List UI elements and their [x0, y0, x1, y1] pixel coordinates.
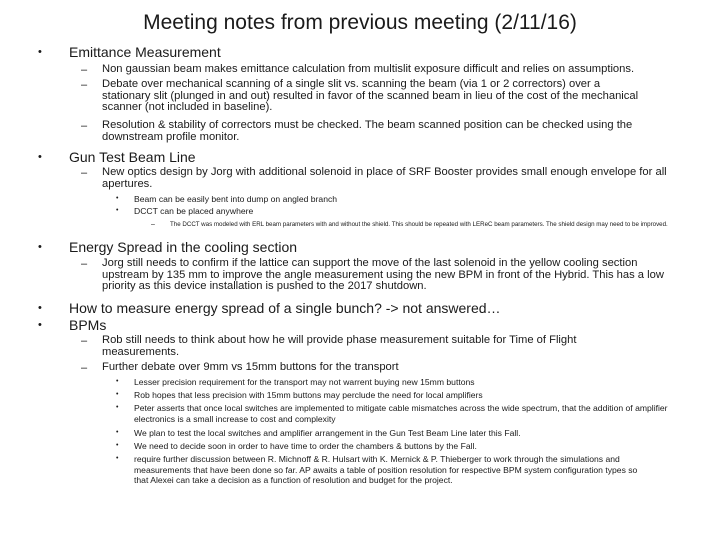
bpms-subitem-5: We need to decide soon in order to have time to order the chambers & buttons by the Fall.: [134, 441, 477, 451]
bpms-item-1: Rob still needs to think about how he will provide phase measurement suitable for Time of Flight measurements.: [102, 334, 577, 358]
heading-emittance: Emittance Measurement: [69, 44, 221, 60]
heading-gun-test: Gun Test Beam Line: [69, 149, 196, 165]
gun-item-1: New optics design by Jorg with additional solenoid in place of SRF Booster provides small enough envelope for all apertures.: [102, 166, 667, 190]
bullet-icon: •: [38, 46, 42, 58]
bullet-icon: •: [116, 455, 119, 462]
heading-bpms: BPMs: [69, 317, 107, 333]
dash-icon: –: [81, 120, 88, 132]
bullet-icon: •: [38, 302, 42, 314]
bullet-icon: •: [116, 378, 119, 385]
dash-icon: –: [151, 221, 155, 228]
emittance-item-3: Resolution & stability of correctors must be checked. The beam scanned position can be checked using the downstream profile monitor.: [102, 119, 633, 143]
bpms-subitem-2: Rob hopes that less precision with 15mm buttons may perclude the need for local amplifiers: [134, 390, 483, 400]
gun-note: The DCCT was modeled with ERL beam parameters with and without the shield. This should be repeated with LEReC beam parameters. The shield design may need to be improved.: [170, 221, 668, 228]
slide-title: Meeting notes from previous meeting (2/11/16): [143, 11, 577, 34]
dash-icon: –: [81, 79, 88, 91]
bullet-icon: •: [38, 151, 42, 163]
bullet-icon: •: [116, 429, 119, 436]
bullet-icon: •: [116, 391, 119, 398]
bpms-subitem-3: Peter asserts that once local switches are implemented to mitigate cable mismatches across the wide spectrum, that the addition of amplifier electronics is a small increase to cost and complexity: [134, 403, 668, 424]
dash-icon: –: [81, 335, 88, 347]
dash-icon: –: [81, 258, 88, 270]
heading-single-bunch: How to measure energy spread of a single bunch? -> not answered…: [69, 300, 501, 316]
emittance-item-1: Non gaussian beam makes emittance calculation from multislit exposure difficult and relies on assumptions.: [102, 63, 635, 75]
dash-icon: –: [81, 362, 88, 374]
dash-icon: –: [81, 167, 88, 179]
bpms-subitem-1: Lesser precision requirement for the transport may not warrent buying new 15mm buttons: [134, 377, 475, 387]
dash-icon: –: [81, 64, 88, 76]
bullet-icon: •: [116, 195, 119, 202]
gun-subitem-2: DCCT can be placed anywhere: [134, 206, 254, 216]
emittance-item-2: Debate over mechanical scanning of a single slit vs. scanning the beam (via 1 or 2 correctors) over a stationary slit (plunged in and out) resulted in favor of the scanned beam in lieu of the cost of the mechanical scanner (not included in baseline).: [102, 78, 639, 114]
gun-subitem-1: Beam can be easily bent into dump on angled branch: [134, 194, 338, 204]
bpms-item-2: Further debate over 9mm vs 15mm buttons for the transport: [102, 361, 399, 373]
heading-energy-spread: Energy Spread in the cooling section: [69, 239, 298, 255]
bpms-subitem-4: We plan to test the local switches and amplifier arrangement in the Gun Test Beam Line later this Fall.: [134, 428, 521, 438]
energy-item-1: Jorg still needs to confirm if the lattice can support the move of the last solenoid in the yellow cooling section upstream by 135 mm to improve the angle measurement using the new BPM in front of the Hybrid. This has a low priority as this device installation is pushed to the 2017 shutdown.: [102, 257, 664, 293]
bullet-icon: •: [38, 241, 42, 253]
bpms-subitem-6: require further discussion between R. Michnoff & R. Hulsart with K. Mernick & P. Thieberger to work through the simulations and measurements that have been done so far. AP awaits a table of position resolution for respective BPM system configuration types so that Alexei can take a decision as a function of resolution and budget for the project.: [134, 454, 638, 486]
bullet-icon: •: [116, 404, 119, 411]
bullet-icon: •: [116, 207, 119, 214]
bullet-icon: •: [38, 319, 42, 331]
bullet-icon: •: [116, 442, 119, 449]
